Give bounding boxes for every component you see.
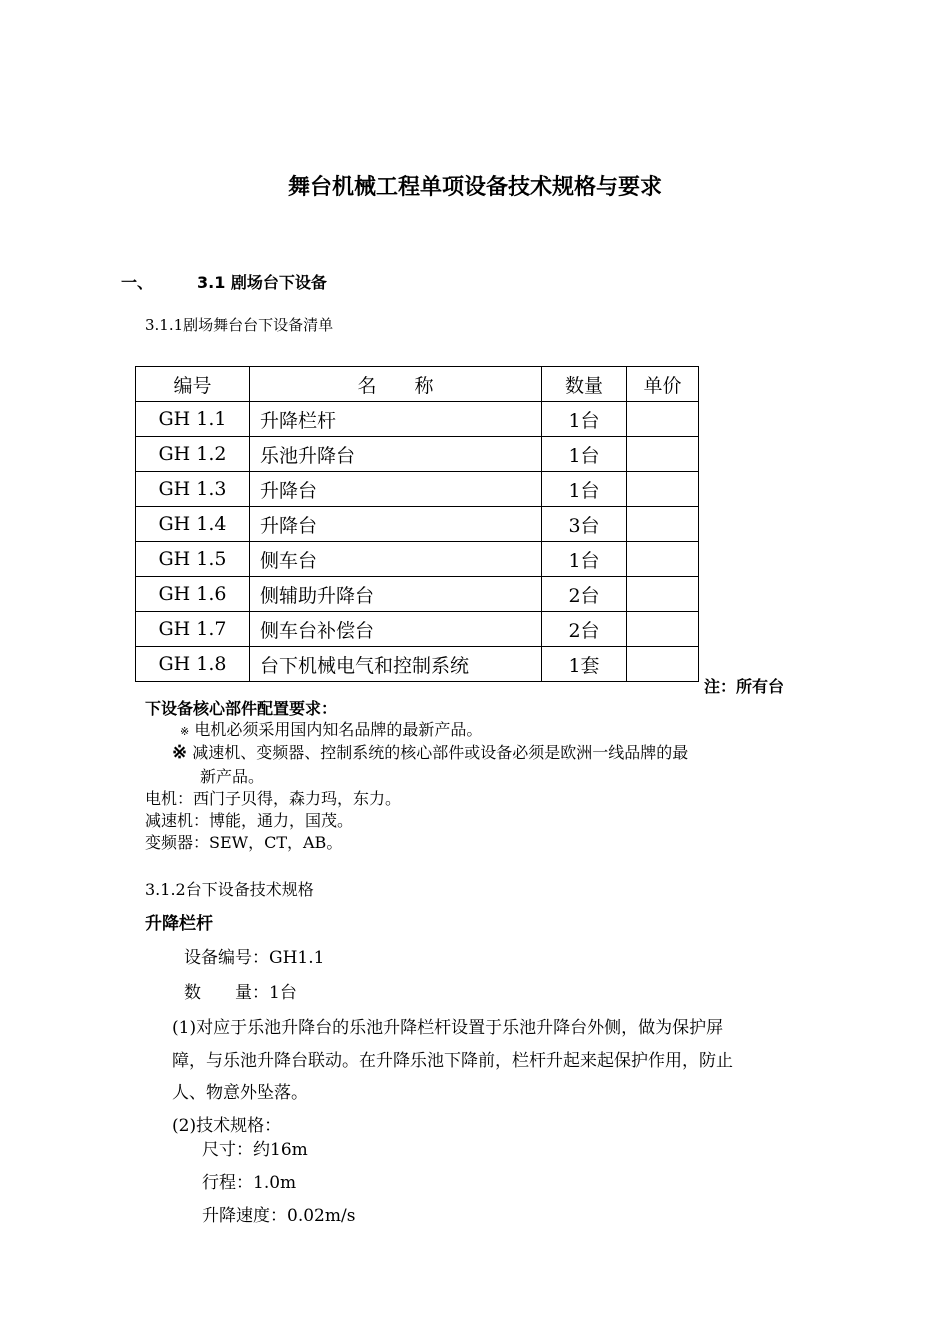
spec-heading: (2)技术规格： — [172, 1116, 282, 1136]
table-row — [136, 402, 699, 437]
cell-name: 升降台 — [250, 507, 542, 542]
cell-price — [627, 612, 699, 647]
cell-code: GH 1.6 — [136, 577, 250, 612]
section-number: 一、 — [121, 273, 154, 292]
header-code: 编号 — [136, 367, 250, 402]
motor-brands: 电机：西门子贝得，森力玛，东力。 — [145, 789, 402, 808]
spec-size: 尺寸：约16m — [202, 1140, 308, 1160]
cell-code: GH 1.1 — [136, 402, 250, 437]
requirement-2-text: 减速机、变频器、控制系统的核心部件或设备必须是欧洲一线品牌的最 — [192, 743, 689, 762]
requirement-1-text: 电机必须采用国内知名品牌的最新产品。 — [194, 720, 483, 739]
field-equipment-code: 设备编号：GH1.1 — [184, 948, 325, 968]
cell-qty: 3台 — [542, 507, 627, 542]
subsection-title: 3.1.1剧场舞台台下设备清单 — [145, 316, 334, 334]
table-row — [136, 612, 699, 647]
cell-price — [627, 507, 699, 542]
table-row — [136, 437, 699, 472]
inverter-brands: 变频器：SEW，CT，AB。 — [145, 833, 343, 852]
cell-code: GH 1.5 — [136, 542, 250, 577]
cell-qty: 1台 — [542, 437, 627, 472]
paragraph-line: 人、物意外坠落。 — [172, 1083, 308, 1103]
cell-qty: 1台 — [542, 402, 627, 437]
table-row — [136, 577, 699, 612]
cell-price — [627, 647, 699, 682]
header-price: 单价 — [627, 367, 699, 402]
paragraph-line: 障，与乐池升降台联动。在升降乐池下降前，栏杆升起来起保护作用，防止 — [172, 1051, 733, 1071]
reducer-brands: 减速机：博能，通力，国茂。 — [145, 811, 354, 830]
reference-mark-icon: ※ — [172, 742, 188, 763]
subsection-title-2: 3.1.2台下设备技术规格 — [145, 880, 314, 899]
requirement-1 — [180, 717, 482, 740]
cell-name: 侧车台 — [250, 542, 542, 577]
cell-price — [627, 577, 699, 612]
reference-mark-icon: ※ — [180, 725, 190, 738]
paragraph-line: (1)对应于乐池升降台的乐池升降栏杆设置于乐池升降台外侧，做为保护屏 — [172, 1018, 724, 1038]
spec-speed: 升降速度：0.02m/s — [202, 1206, 356, 1226]
cell-qty: 2台 — [542, 577, 627, 612]
cell-code: GH 1.4 — [136, 507, 250, 542]
table-row — [136, 507, 699, 542]
field-quantity: 数 量：1台 — [184, 983, 297, 1003]
cell-name: 升降栏杆 — [250, 402, 542, 437]
cell-price — [627, 402, 699, 437]
cell-qty: 1台 — [542, 472, 627, 507]
cell-name: 侧辅助升降台 — [250, 577, 542, 612]
header-qty: 数量 — [542, 367, 627, 402]
cell-name: 乐池升降台 — [250, 437, 542, 472]
cell-price — [627, 472, 699, 507]
equipment-table — [135, 366, 699, 682]
requirement-2-continued: 新产品。 — [200, 767, 265, 786]
cell-code: GH 1.2 — [136, 437, 250, 472]
cell-code: GH 1.3 — [136, 472, 250, 507]
requirement-2 — [172, 740, 688, 763]
cell-name: 升降台 — [250, 472, 542, 507]
cell-name: 台下机械电气和控制系统 — [250, 647, 542, 682]
table-row — [136, 472, 699, 507]
table-row — [136, 647, 699, 682]
cell-qty: 1套 — [542, 647, 627, 682]
page-title: 舞台机械工程单项设备技术规格与要求 — [287, 175, 662, 200]
item-title: 升降栏杆 — [145, 914, 213, 934]
cell-price — [627, 542, 699, 577]
header-name: 名 称 — [250, 367, 542, 402]
table-header-row — [136, 367, 699, 402]
spec-stroke: 行程：1.0m — [202, 1173, 297, 1193]
section-title: 3.1 剧场台下设备 — [197, 273, 327, 292]
cell-qty: 2台 — [542, 612, 627, 647]
cell-price — [627, 437, 699, 472]
note-heading-part2: 下设备核心部件配置要求： — [145, 699, 338, 718]
cell-qty: 1台 — [542, 542, 627, 577]
cell-code: GH 1.7 — [136, 612, 250, 647]
cell-name: 侧车台补偿台 — [250, 612, 542, 647]
cell-code: GH 1.8 — [136, 647, 250, 682]
note-heading-part1: 注：所有台 — [704, 677, 785, 696]
table-row — [136, 542, 699, 577]
